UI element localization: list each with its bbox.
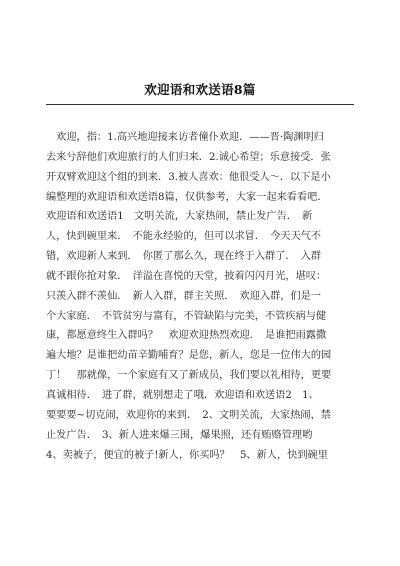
body-line: 欢迎，指：1.高兴地迎接来访者僮仆欢迎．——晋·陶渊明归 [46,132,324,143]
body-line: 开双臂欢迎这个组的到来．3.被人喜欢：他很受人～．以下是小 [46,171,331,183]
body-line: 真诚相待． 进了群，就别想走了哦．欢迎语和欢送语2 1、 [46,389,319,401]
body-line: 错，欢迎新人来到． 你匿了那么久，现在终于入群了． 入群 [46,251,322,263]
body-line: 康，都愿意终生入群吗？ 欢迎欢迎热烈欢迎． 是谁把雨露撒 [46,330,327,342]
document-body [46,128,354,465]
body-line: 就不跟你抢对象． 洋溢在喜悦的天堂，披着闪闪月光，堪叹： [46,270,327,282]
title-divider [46,104,354,105]
body-line: 人，快到碗里来． 不能永经验的，但可以求冒． 今天天气不 [46,231,322,243]
body-line: 要要要~切克闹，欢迎你的来到． 2、文明关流，大家热闹，禁 [46,409,331,421]
body-line: 编整理的欢迎语和欢送语8篇，仅供参考，大家一起来看看吧． [46,191,328,203]
body-line: 个大家庭． 不管贫穷与富有，不管缺陷与完美，不管疾病与健 [46,310,327,322]
body-line: 丁！ 那就像，一个家庭有又了新成员，我们要以礼相待，更要 [46,370,332,382]
document-title: 欢迎语和欢送语8篇 [144,82,256,97]
body-line: 欢迎语和欢送语1 文明关流，大家热闹，禁止发广告． 新 [46,211,313,223]
body-line: 止发广告． 3、新人进来爆三围，爆果照，还有贿赂管理哟 [46,429,313,441]
body-line: 遍大地？是谁把幼苗辛勤哺育？是您，新人，您是一位伟大的园 [46,350,332,362]
body-line: 去来兮辞他们欢迎旅行的人们归来．2.诚心希望；乐意接受．张 [46,151,331,163]
body-line: 只羡入群不羡仙． 新人入群，群主关照． 欢迎入群，们是一 [46,290,322,302]
body-line: 4、卖被子，便宜的被子!新人，你买吗？ 5、新人，快到碗里 [46,449,328,461]
